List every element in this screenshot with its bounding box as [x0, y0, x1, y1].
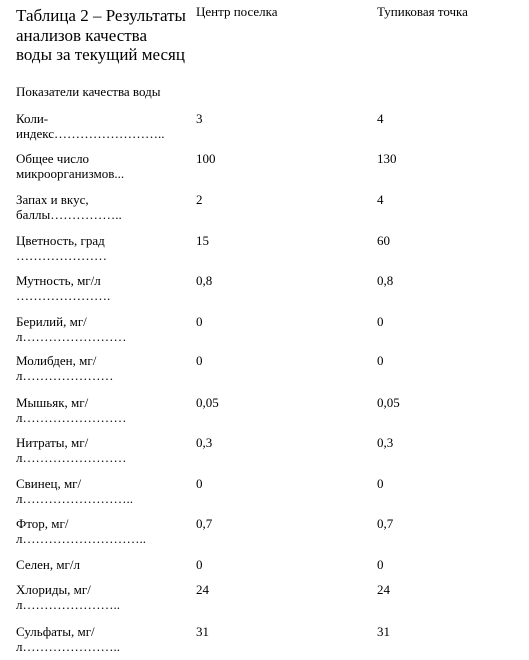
value-center: 24 [196, 582, 209, 597]
value-dead-end: 0,8 [377, 273, 394, 288]
column-header-dead-end: Тупиковая точка [377, 4, 468, 19]
value-dead-end: 0 [377, 557, 384, 572]
value-center: 0 [196, 476, 203, 491]
indicator-name-line2: индекс…………………….. [16, 126, 165, 141]
value-dead-end: 0 [377, 353, 384, 368]
value-dead-end: 0 [377, 314, 384, 329]
indicator-name-line1: Свинец, мг/ [16, 476, 82, 491]
indicator-name-line2: л………………… [16, 368, 114, 383]
indicator-name-line1: Коли- [16, 111, 49, 126]
value-center: 0,05 [196, 395, 219, 410]
value-center: 0 [196, 557, 203, 572]
indicator-name-line1: Цветность, град [16, 233, 105, 248]
value-dead-end: 60 [377, 233, 390, 248]
indicator-name [16, 624, 191, 654]
indicator-name [16, 582, 191, 612]
value-center: 100 [196, 151, 216, 166]
indicator-name-line2: л……………………….. [16, 531, 146, 546]
column-header-center: Центр поселка [196, 4, 278, 19]
value-dead-end: 24 [377, 582, 390, 597]
value-center: 0 [196, 314, 203, 329]
value-center: 31 [196, 624, 209, 639]
indicator-name-line2: …………………. [16, 288, 111, 303]
value-dead-end: 31 [377, 624, 390, 639]
indicator-name-line1: Селен, мг/л [16, 557, 80, 572]
table-title: Таблица 2 – Результаты анализов качества воды за текущий месяц [16, 6, 186, 64]
indicator-name [16, 476, 191, 506]
indicator-name-line2: ………………… [16, 248, 107, 263]
value-center: 0,3 [196, 435, 213, 450]
indicator-name-line2: л………………….. [16, 597, 120, 612]
indicator-name [16, 233, 191, 263]
indicator-name-line1: Хлориды, мг/ [16, 582, 91, 597]
indicator-name-line1: Берилий, мг/ [16, 314, 87, 329]
indicator-name-line1: Нитраты, мг/ [16, 435, 89, 450]
indicator-name [16, 314, 191, 344]
table-subtitle: Показатели качества воды [16, 84, 161, 99]
value-dead-end: 0,3 [377, 435, 394, 450]
indicator-name-line2: л…………………… [16, 410, 127, 425]
value-dead-end: 0,7 [377, 516, 394, 531]
indicator-name-line1: Молибден, мг/ [16, 353, 97, 368]
indicator-name-line1: Сульфаты, мг/ [16, 624, 95, 639]
value-center: 0,7 [196, 516, 213, 531]
indicator-name [16, 395, 191, 425]
value-center: 15 [196, 233, 209, 248]
indicator-name-line1: Запах и вкус, [16, 192, 89, 207]
indicator-name [16, 273, 191, 303]
indicator-name-line1: Мутность, мг/л [16, 273, 101, 288]
value-dead-end: 4 [377, 111, 384, 126]
value-dead-end: 0,05 [377, 395, 400, 410]
indicator-name-line2: л…………………… [16, 329, 127, 344]
value-dead-end: 130 [377, 151, 397, 166]
value-center: 3 [196, 111, 203, 126]
value-center: 0,8 [196, 273, 213, 288]
value-dead-end: 0 [377, 476, 384, 491]
indicator-name-line2: баллы…………….. [16, 207, 122, 222]
indicator-name [16, 192, 191, 222]
indicator-name-line1: Общее число [16, 151, 90, 166]
value-center: 0 [196, 353, 203, 368]
indicator-name [16, 516, 191, 546]
indicator-name [16, 557, 191, 572]
indicator-name [16, 435, 191, 465]
value-dead-end: 4 [377, 192, 384, 207]
indicator-name [16, 353, 191, 383]
indicator-name-line2: л…………………….. [16, 491, 133, 506]
indicator-name [16, 151, 191, 181]
indicator-name-line1: Мышьяк, мг/ [16, 395, 89, 410]
indicator-name-line2: микроорганизмов... [16, 166, 125, 181]
indicator-name-line2: л………………….. [16, 639, 120, 654]
indicator-name [16, 111, 191, 141]
indicator-name-line1: Фтор, мг/ [16, 516, 69, 531]
value-center: 2 [196, 192, 203, 207]
indicator-name-line2: л…………………… [16, 450, 127, 465]
